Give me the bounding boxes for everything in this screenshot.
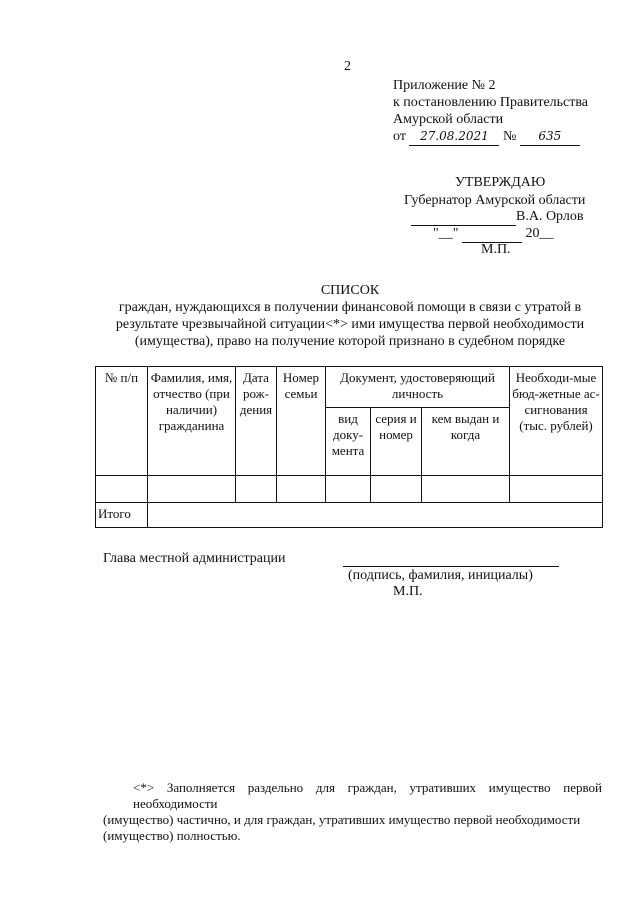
footnote	[103, 780, 602, 844]
annex-date-line	[393, 128, 623, 146]
header-number: № п/п	[96, 367, 148, 476]
approval-name: В.А. Орлов	[516, 209, 584, 224]
subtitle-line-2: результате чрезвычайной ситуации<*> ими имущества первой необходимости	[115, 317, 585, 332]
header-family-number: Номер семьи	[277, 367, 326, 476]
annex-line-3: Амурской области	[393, 112, 504, 127]
footnote-line-3: (имущество) полностью.	[103, 828, 241, 843]
header-document-type: вид доку-мента	[326, 408, 371, 476]
approval-signature-line	[411, 208, 583, 226]
annex-block	[393, 77, 623, 146]
approval-seal: М.П.	[481, 242, 511, 257]
page-number: 2	[344, 59, 351, 74]
total-label: Итого	[96, 503, 148, 528]
header-document-issued: кем выдан и когда	[422, 408, 510, 476]
document-subtitle	[80, 299, 620, 350]
annex-line-2: к постановлению Правительства	[393, 95, 589, 110]
footnote-line-2: (имущество) частично, и для граждан, утративших имущество первой необходимости	[103, 812, 581, 827]
annex-number-prefix: №	[502, 129, 517, 144]
header-budget-need: Необходи-мые бюд-жетные ас-сигнования (тыс. рублей)	[510, 367, 603, 476]
annex-date-prefix: от	[393, 129, 406, 144]
signature-caption: (подпись, фамилия, инициалы)	[348, 568, 533, 583]
annex-line-1: Приложение № 2	[393, 78, 496, 93]
approval-year: 20__	[525, 226, 554, 241]
approval-position: Губернатор Амурской области	[404, 193, 586, 208]
subtitle-line-1: граждан, нуждающихся в получении финансовой помощи в связи с утратой в	[118, 300, 582, 315]
annex-number-value: 635	[520, 128, 580, 146]
subtitle-line-3: (имущества), право на получение которой признано в судебном порядке	[134, 334, 566, 349]
signature-label: Глава местной администрации	[103, 551, 286, 566]
annex-date-value: 27.08.2021	[409, 128, 499, 146]
header-document-series: серия и номер	[371, 408, 422, 476]
table-row	[96, 476, 603, 503]
header-fio: Фамилия, имя, отчество (при наличии) гражданина	[148, 367, 236, 476]
header-birth-date: Дата рож-дения	[236, 367, 277, 476]
approval-title: УТВЕРЖДАЮ	[455, 175, 546, 190]
signature-seal: М.П.	[393, 584, 423, 599]
table-total-row	[96, 503, 603, 528]
document-title: СПИСОК	[320, 283, 380, 298]
footnote-line-1: <*> Заполняется раздельно для граждан, утративших имущество первой необходимости	[133, 780, 602, 811]
approval-day: "__"	[433, 226, 459, 241]
header-identity-document: Документ, удостоверяющий личность	[326, 367, 510, 408]
citizens-table	[95, 366, 603, 528]
